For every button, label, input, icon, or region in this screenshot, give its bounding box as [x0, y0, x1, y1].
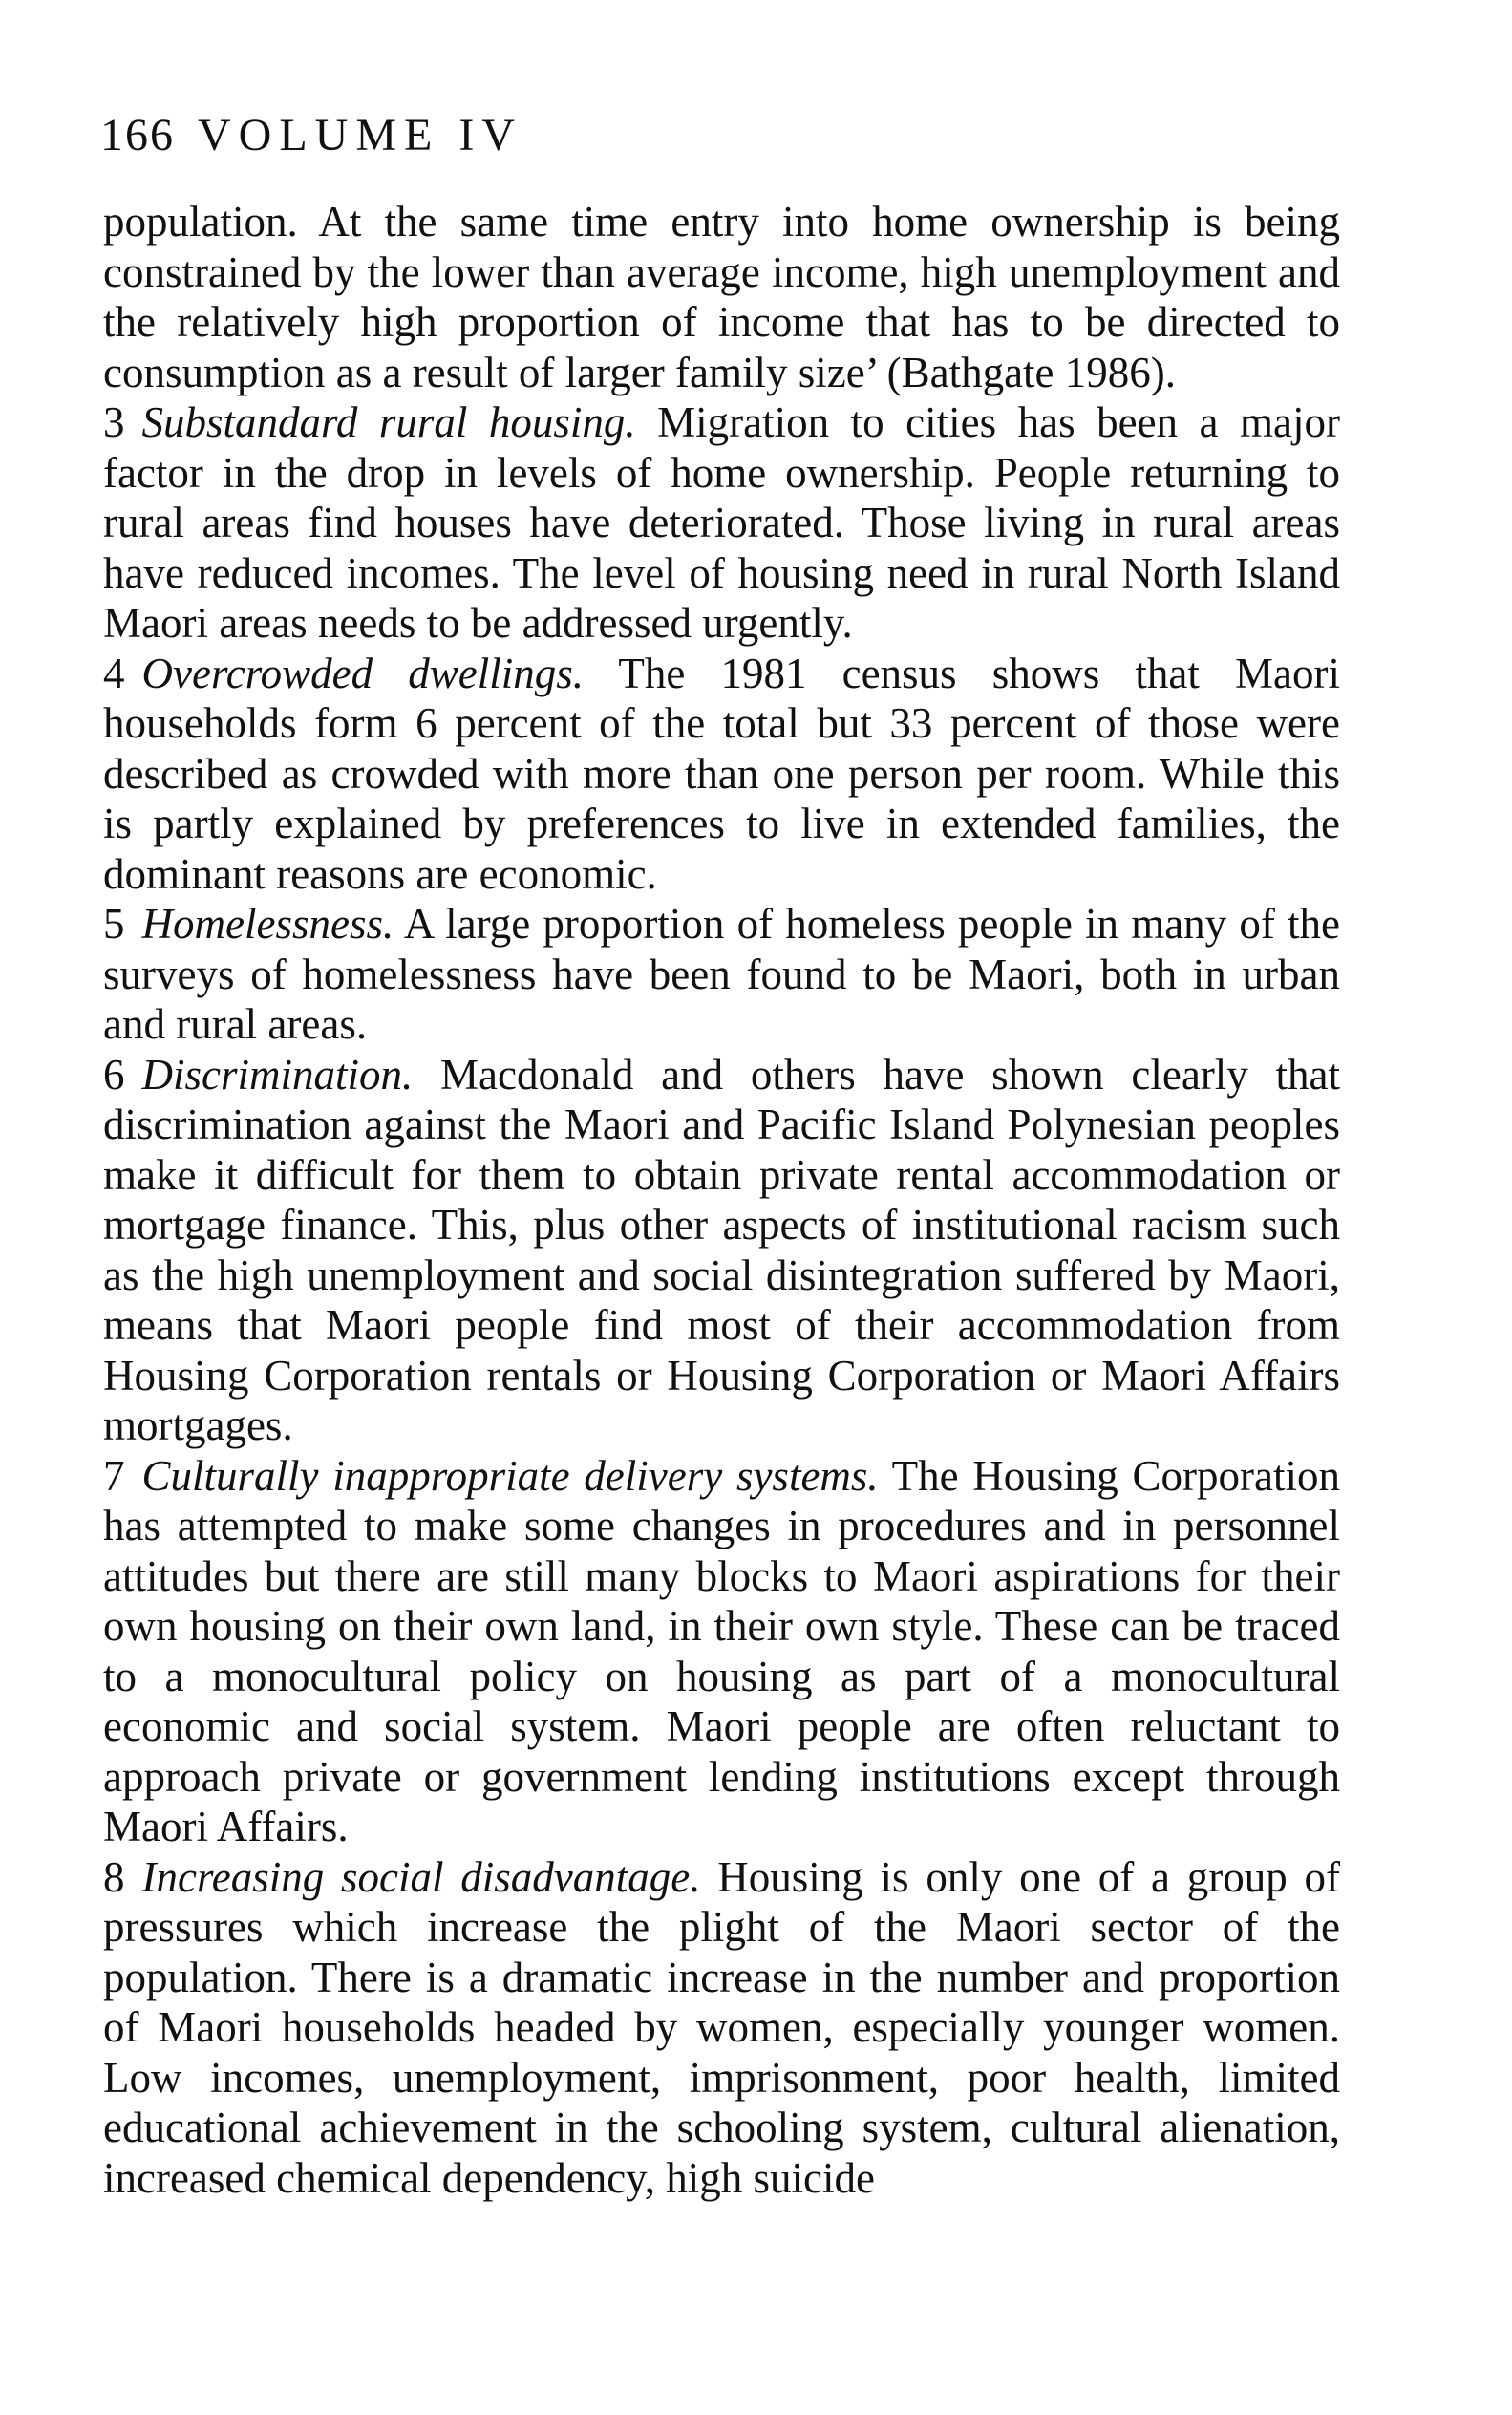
- item-number: 4: [103, 649, 125, 697]
- item-number: 5: [103, 900, 125, 948]
- item-number: 6: [103, 1050, 125, 1099]
- item-text: Housing is only one of a group of pressures which increase the plight of the Maori sector of the population. There is a dramatic increase in the number and proportion of Maori households headed by women, especially younger women. Low incomes, unemployment, imprisonment, poor health, limited educational achievement in the schooling system, cultural alienation, increased chemical dependency, high suicide: [103, 1852, 1341, 2202]
- item-number: 7: [103, 1451, 125, 1500]
- item-text: Macdonald and others have shown clearly that discrimination against the Maori and Pacific Island Polynesian peoples make it difficult for them to obtain private rental accommodation or mortgage finance. This, plus other aspects of institutional racism such as the high unemployment and social disintegration suffered by Maori, means that Maori people find most of their accommodation from Housing Corporation rentals or Housing Corporation or Maori Affairs mortgages.: [103, 1050, 1340, 1449]
- item-title: Homelessness.: [141, 900, 394, 948]
- item-title: Discrimination.: [141, 1050, 414, 1099]
- list-item: [103, 899, 1340, 1050]
- item-title: Overcrowded dwellings.: [141, 649, 584, 697]
- item-text: Migration to cities has been a major factor in the drop in levels of home ownership. People returning to rural areas find houses have deteriorated. Those living in rural areas have reduced incomes. The level of housing need in rural North Island Maori areas needs to be addressed urgently.: [103, 398, 1340, 647]
- item-title: Increasing social disadvantage.: [141, 1852, 701, 1901]
- body-text: [103, 197, 1340, 2203]
- list-item: [103, 1050, 1340, 1451]
- running-head: [100, 110, 522, 160]
- item-text: The Housing Corporation has attempted to make some changes in procedures and in personnel attitudes but there are still many blocks to Maori aspirations for their own housing on their own land, in their own style. These can be traced to a monocultural policy on housing as part of a monocultural economic and social system. Maori people are often reluctant to approach private or government lending institutions except through Maori Affairs.: [103, 1451, 1341, 1850]
- item-text: The 1981 census shows that Maori households form 6 percent of the total but 33 percent of those were described as crowded with more than one person per room. While this is partly explained by preferences to live in extended families, the dominant reasons are economic.: [103, 649, 1340, 898]
- volume-label: VOLUME IV: [198, 110, 522, 160]
- intro-paragraph: population. At the same time entry into home ownership is being constrained by the lower than average income, high unemployment and the relatively high proportion of income that has to be directed to consumption as a result of larger family size’ (Bathgate 1986).: [103, 198, 1340, 396]
- item-title: Substandard rural housing.: [141, 398, 636, 446]
- list-item: [103, 397, 1340, 649]
- item-text: A large proportion of homeless people in many of the surveys of homelessness have been found to be Maori, both in urban and rural areas.: [103, 900, 1340, 1048]
- item-number: 8: [103, 1852, 125, 1901]
- list-item: [103, 1451, 1340, 1852]
- list-item: [103, 1852, 1340, 2204]
- item-title: Culturally inappropriate delivery systems.: [141, 1451, 879, 1500]
- list-item: [103, 649, 1340, 900]
- item-number: 3: [103, 398, 125, 446]
- page-number: 166: [100, 110, 175, 160]
